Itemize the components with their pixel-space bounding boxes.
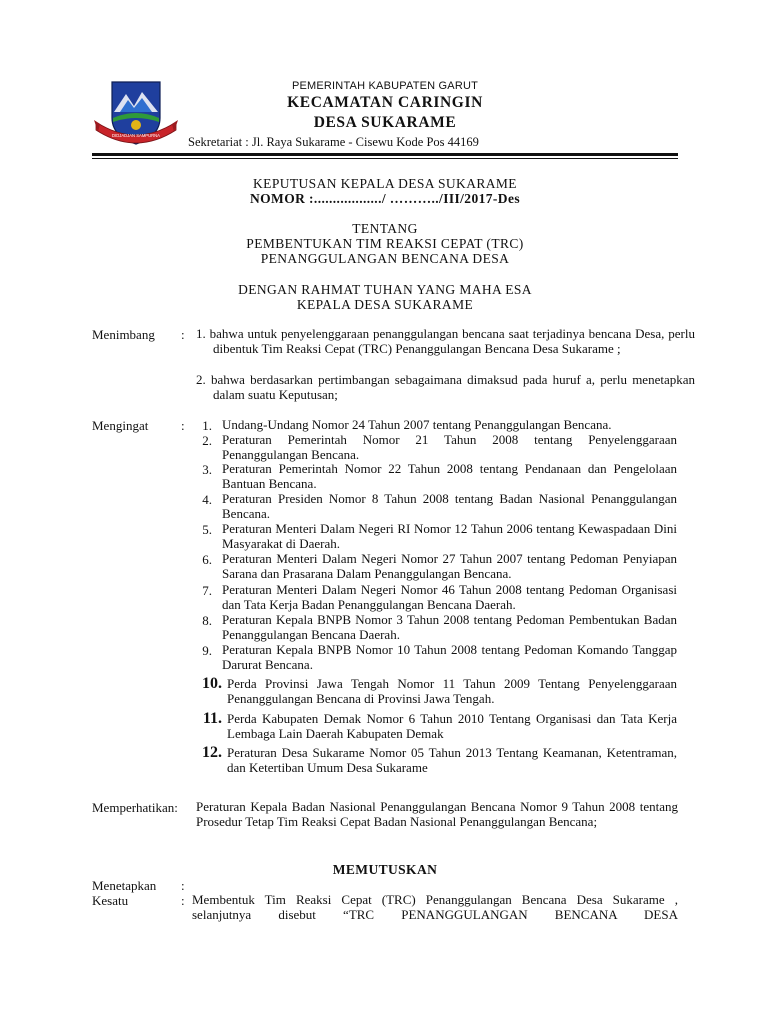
emblem-banner-text: DIDJADJAN SAMPURNA xyxy=(112,133,160,138)
secretariat-address: Sekretariat : Jl. Raya Sukarame - Cisewu Kode Pos 44169 xyxy=(188,135,479,149)
kesatu-label: Kesatu xyxy=(92,893,129,908)
kesatu-text: Membentuk Tim Reaksi Cepat (TRC) Penanggulangan Bencana Desa Sukarame , selanjutnya disebut “TRC PENANGGULANGAN BENCANA DESA xyxy=(192,892,678,922)
mengingat-num-7: 7. xyxy=(202,583,212,598)
garut-regency-emblem-icon xyxy=(92,78,180,150)
mengingat-num-12: 12. xyxy=(202,744,222,761)
decree-blessing: DENGAN RAHMAT TUHAN YANG MAHA ESA xyxy=(238,282,532,297)
memperhatikan-label: Memperhatikan: xyxy=(92,800,178,815)
mengingat-num-8: 8. xyxy=(202,613,212,628)
district-name: KECAMATAN CARINGIN xyxy=(287,94,483,111)
village-name: DESA SUKARAME xyxy=(313,114,457,131)
mengingat-item-1: Undang-Undang Nomor 24 Tahun 2007 tentang Penanggulangan Bencana. xyxy=(222,417,612,432)
menimbang-item-1: 1. bahwa untuk penyelenggaraan penanggulangan bencana saat terjadinya bencana Desa, perlu dibentuk Tim Reaksi Cepat (TRC) Penanggulangan Bencana Desa Sukarame ; xyxy=(196,326,695,356)
mengingat-item-6: Peraturan Menteri Dalam Negeri Nomor 27 Tahun 2007 tentang Pedoman Penyiapan Sarana dan Prasarana Dalam Penanggulangan Bencana. xyxy=(222,551,677,581)
menimbang-colon: : xyxy=(181,327,185,342)
mengingat-item-9: Peraturan Kepala BNPB Nomor 10 Tahun 2008 tentang Pedoman Komando Tanggap Darurat Bencana. xyxy=(222,642,677,672)
decree-subject-line-1: PEMBENTUKAN TIM REAKSI CEPAT (TRC) xyxy=(246,236,524,251)
decree-title: KEPUTUSAN KEPALA DESA SUKARAME xyxy=(253,176,517,191)
decree-official: KEPALA DESA SUKARAME xyxy=(296,297,474,312)
mengingat-num-5: 5. xyxy=(202,522,212,537)
mengingat-item-10: Perda Provinsi Jawa Tengah Nomor 11 Tahun 2009 Tentang Penyelenggaraan Penanggulangan Bencana di Provinsi Jawa Tengah. xyxy=(227,676,677,706)
mengingat-item-5: Peraturan Menteri Dalam Negeri RI Nomor 12 Tahun 2006 tentang Kewaspadaan Dini Masyarakat di Daerah. xyxy=(222,521,677,551)
mengingat-num-6: 6. xyxy=(202,552,212,567)
menetapkan-label: Menetapkan xyxy=(92,878,157,893)
decree-subject-line-2: PENANGGULANGAN BENCANA DESA xyxy=(260,251,510,266)
mengingat-item-2: Peraturan Pemerintah Nomor 21 Tahun 2008 tentang Penyelenggaraan Penanggulangan Bencana. xyxy=(222,432,677,462)
government-name: PEMERINTAH KABUPATEN GARUT xyxy=(291,80,479,92)
menimbang-label: Menimbang xyxy=(92,327,155,342)
menetapkan-colon: : xyxy=(181,878,185,893)
mengingat-item-12: Peraturan Desa Sukarame Nomor 05 Tahun 2013 Tentang Keamanan, Ketentraman, dan Ketertiban Umum Desa Sukarame xyxy=(227,745,677,775)
mengingat-item-11: Perda Kabupaten Demak Nomor 6 Tahun 2010 Tentang Organisasi dan Tata Kerja Lembaga Lain Daerah Kabupaten Demak xyxy=(227,711,677,741)
mengingat-num-2: 2. xyxy=(202,433,212,448)
mengingat-item-3: Peraturan Pemerintah Nomor 22 Tahun 2008 tentang Pendanaan dan Pengelolaan Bantuan Bencana. xyxy=(222,461,677,491)
mengingat-item-7: Peraturan Menteri Dalam Negeri Nomor 46 Tahun 2008 tentang Pedoman Organisasi dan Tata Kerja Badan Penanggulangan Bencana Daerah. xyxy=(222,582,677,612)
decree-about: TENTANG xyxy=(352,221,418,236)
mengingat-colon: : xyxy=(181,418,185,433)
mengingat-num-11: 11. xyxy=(202,710,222,727)
mengingat-num-1: 1. xyxy=(202,418,212,433)
menimbang-item-2: 2. bahwa berdasarkan pertimbangan sebagaimana dimaksud pada huruf a, perlu menetapkan dalam suatu Keputusan; xyxy=(196,372,695,402)
mengingat-num-4: 4. xyxy=(202,492,212,507)
kesatu-colon: : xyxy=(181,893,185,908)
mengingat-num-10: 10. xyxy=(202,675,222,692)
letterhead-rule-thin xyxy=(92,158,678,159)
mengingat-label: Mengingat xyxy=(92,418,149,433)
decree-number: NOMOR :................../ ………../III/2017-Des xyxy=(250,191,520,206)
mengingat-num-3: 3. xyxy=(202,462,212,477)
memutuskan-heading: MEMUTUSKAN xyxy=(332,862,438,877)
mengingat-item-8: Peraturan Kepala BNPB Nomor 3 Tahun 2008 tentang Pedoman Pembentukan Badan Penanggulangan Bencana Daerah. xyxy=(222,612,677,642)
mengingat-item-4: Peraturan Presiden Nomor 8 Tahun 2008 tentang Badan Nasional Penanggulangan Bencana. xyxy=(222,491,677,521)
memperhatikan-text: Peraturan Kepala Badan Nasional Penanggulangan Bencana Nomor 9 Tahun 2008 tentang Prosedur Tetap Tim Reaksi Cepat Badan Nasional Penanggulangan Bencana; xyxy=(196,799,678,829)
letterhead-rule-thick xyxy=(92,153,678,156)
mengingat-num-9: 9. xyxy=(202,643,212,658)
